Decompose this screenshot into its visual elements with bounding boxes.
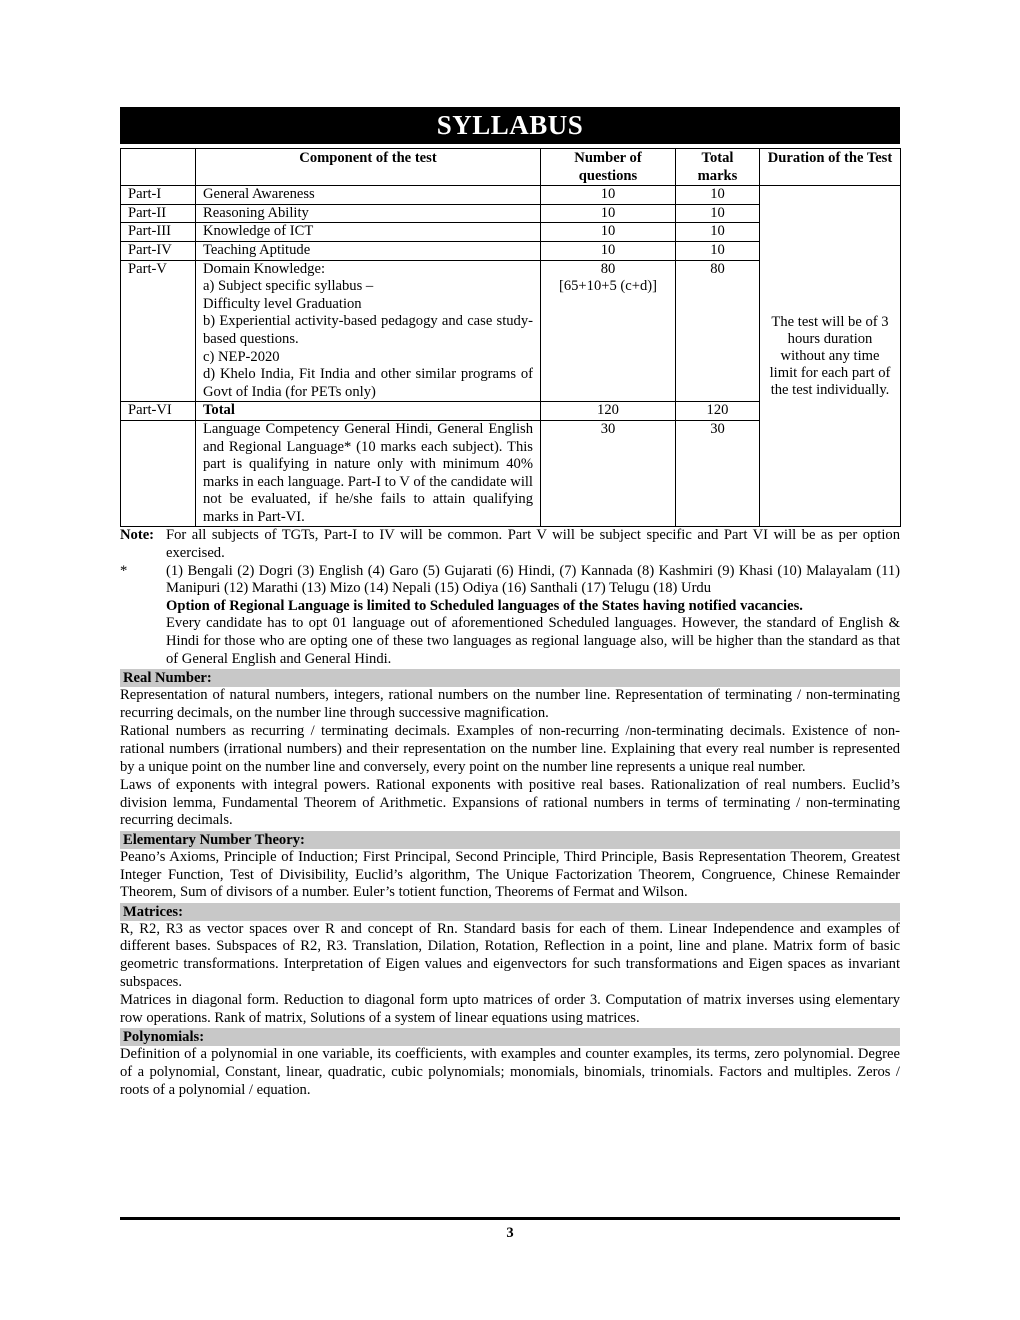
footnote-marker: * bbox=[120, 562, 128, 579]
page-number: 3 bbox=[506, 1225, 514, 1241]
component-cell: Teaching Aptitude bbox=[196, 241, 541, 260]
component-line: a) Subject specific syllabus – bbox=[203, 278, 374, 295]
section-paragraph: Laws of exponents with integral powers. Rational exponents with positive real bases. Rationalization of real numbers. Euclid’s division lemma, Fundamental Theorem of Arithmetic. Expansions of rational numbers in terms of terminating / non-terminating recurring decimals. bbox=[120, 777, 900, 829]
component-line: Difficulty level Graduation bbox=[203, 295, 362, 312]
questions-detail: [65+10+5 (c+d)] bbox=[558, 278, 658, 295]
header-marks: Total marks bbox=[676, 149, 760, 186]
marks-cell: 10 bbox=[676, 186, 760, 205]
section-paragraph: Definition of a polynomial in one variable, its coefficients, with examples and counter examples, its terms, zero polynomial. Degree of a polynomial, Constant, linear, quadratic, cubic polynomials; monomials, binomials, trinomials. Factors and multiples. Zeros / roots of a polynomial / equation. bbox=[120, 1046, 900, 1098]
option-heading: Option of Regional Language is limited to Scheduled languages of the States having notified vacancies. bbox=[166, 597, 803, 614]
part-cell: Part-I bbox=[121, 186, 196, 205]
part-cell: Part-VI bbox=[121, 402, 196, 421]
component-line: d) Khelo India, Fit India and other similar programs of Govt of India (for PETs only) bbox=[203, 366, 533, 400]
questions-cell: 10 bbox=[541, 241, 676, 260]
section-heading-polynomials: Polynomials: bbox=[120, 1028, 900, 1046]
questions-value: 80 bbox=[600, 260, 616, 277]
table-header-row bbox=[121, 149, 901, 186]
total-label: Total bbox=[196, 402, 541, 421]
section-paragraph: R, R2, R3 as vector spaces over R and concept of Rn. Standard basis for each of them. Linear Independence and examples of different bases. Subspaces of R2, R3. Translation, Dilation, Rotation, Reflection in a point, line and plane. Matrix form of basic geometric transformations. Interpretation of Eigen values and eigenvectors for such transformations and Eigen spaces as invariant subspaces. bbox=[120, 920, 900, 990]
component-line: Domain Knowledge: bbox=[203, 260, 325, 277]
part-cell: Part-II bbox=[121, 204, 196, 223]
questions-cell: 10 bbox=[541, 223, 676, 242]
table-row bbox=[121, 186, 901, 205]
marks-cell: 10 bbox=[676, 204, 760, 223]
questions-cell bbox=[541, 260, 676, 402]
component-cell: General Awareness bbox=[196, 186, 541, 205]
header-questions: Number of questions bbox=[541, 149, 676, 186]
section-heading-real-number: Real Number: bbox=[120, 669, 900, 687]
component-line: b) Experiential activity-based pedagogy and case study-based questions. bbox=[203, 313, 533, 347]
footer-rule bbox=[120, 1217, 900, 1220]
component-cell: Knowledge of ICT bbox=[196, 223, 541, 242]
duration-cell: The test will be of 3 hours duration without any time limit for each part of the test individually. bbox=[760, 186, 901, 527]
section-heading-matrices: Matrices: bbox=[120, 903, 900, 921]
section-paragraph: Rational numbers as recurring / terminating decimals. Examples of non-recurring /non-terminating decimals. Existence of non-rational numbers (irrational numbers) and their representation on the number line. Explaining that every real number is represented by a unique point on the number line and conversely, every point on the number line represents a unique real number. bbox=[120, 723, 900, 775]
header-duration: Duration of the Test bbox=[760, 149, 901, 186]
document-page bbox=[120, 107, 900, 1100]
marks-cell: 10 bbox=[676, 241, 760, 260]
section-paragraph: Representation of natural numbers, integers, rational numbers on the number line. Representation of terminating / non-terminating recurring decimals, on the number line through successive magnification. bbox=[120, 687, 900, 721]
marks-cell: 10 bbox=[676, 223, 760, 242]
marks-cell: 30 bbox=[676, 420, 760, 527]
questions-cell: 120 bbox=[541, 402, 676, 421]
language-list: (1) Bengali (2) Dogri (3) English (4) Garo (5) Gujarati (6) Hindi, (7) Kannada (8) Kashmiri (9) Khasi (10) Malayalam (11) Manipuri (12) Marathi (13) Mizo (14) Nepali (15) Odiya (16) Santhali (17) Telugu (18) Urdu bbox=[166, 562, 900, 597]
marks-cell: 80 bbox=[676, 260, 760, 402]
note-text: For all subjects of TGTs, Part-I to IV will be common. Part V will be subject specific and Part VI will be as per option exercised. bbox=[166, 527, 900, 562]
part-cell: Part-V bbox=[121, 260, 196, 402]
marks-cell: 120 bbox=[676, 402, 760, 421]
page-title: SYLLABUS bbox=[120, 107, 900, 144]
component-cell: Language Competency General Hindi, General English and Regional Language* (10 marks each subject). This part is qualifying in nature only with minimum 40% marks in each language. Part-I to V of the candidate will not be evaluated, if he/she fails to attain qualifying marks in Part-VI. bbox=[196, 420, 541, 527]
component-cell bbox=[196, 260, 541, 402]
option-text: Every candidate has to opt 01 language out of aforementioned Scheduled languages. However, the standard of English & Hindi for those who are opting one of these two languages as regional language also, will be higher than the standard as that of General English and General Hindi. bbox=[166, 615, 900, 667]
part-cell bbox=[121, 420, 196, 527]
component-line: c) NEP-2020 bbox=[203, 348, 280, 365]
syllabus-table bbox=[120, 148, 901, 527]
questions-cell: 10 bbox=[541, 204, 676, 223]
header-component: Component of the test bbox=[196, 149, 541, 186]
section-paragraph: Matrices in diagonal form. Reduction to diagonal form upto matrices of order 3. Computation of matrix inverses using elementary row operations. Rank of matrix, Solutions of a system of linear equations using matrices. bbox=[120, 992, 900, 1026]
note-block bbox=[120, 527, 900, 668]
questions-cell: 10 bbox=[541, 186, 676, 205]
part-cell: Part-III bbox=[121, 223, 196, 242]
component-cell: Reasoning Ability bbox=[196, 204, 541, 223]
note-label: Note: bbox=[120, 527, 155, 544]
part-cell: Part-IV bbox=[121, 241, 196, 260]
questions-cell: 30 bbox=[541, 420, 676, 527]
section-paragraph: Peano’s Axioms, Principle of Induction; First Principal, Second Principle, Third Principle, Basis Representation Theorem, Greatest Integer Function, Test of Divisibility, Euclid’s algorithm, The Unique Factorization Theorem, Congruence, Chinese Remainder Theorem, Sum of divisors of a number. Euler’s totient function, Theorems of Fermat and Wilson. bbox=[120, 848, 900, 901]
header-part bbox=[121, 149, 196, 186]
section-heading-number-theory: Elementary Number Theory: bbox=[120, 831, 900, 849]
